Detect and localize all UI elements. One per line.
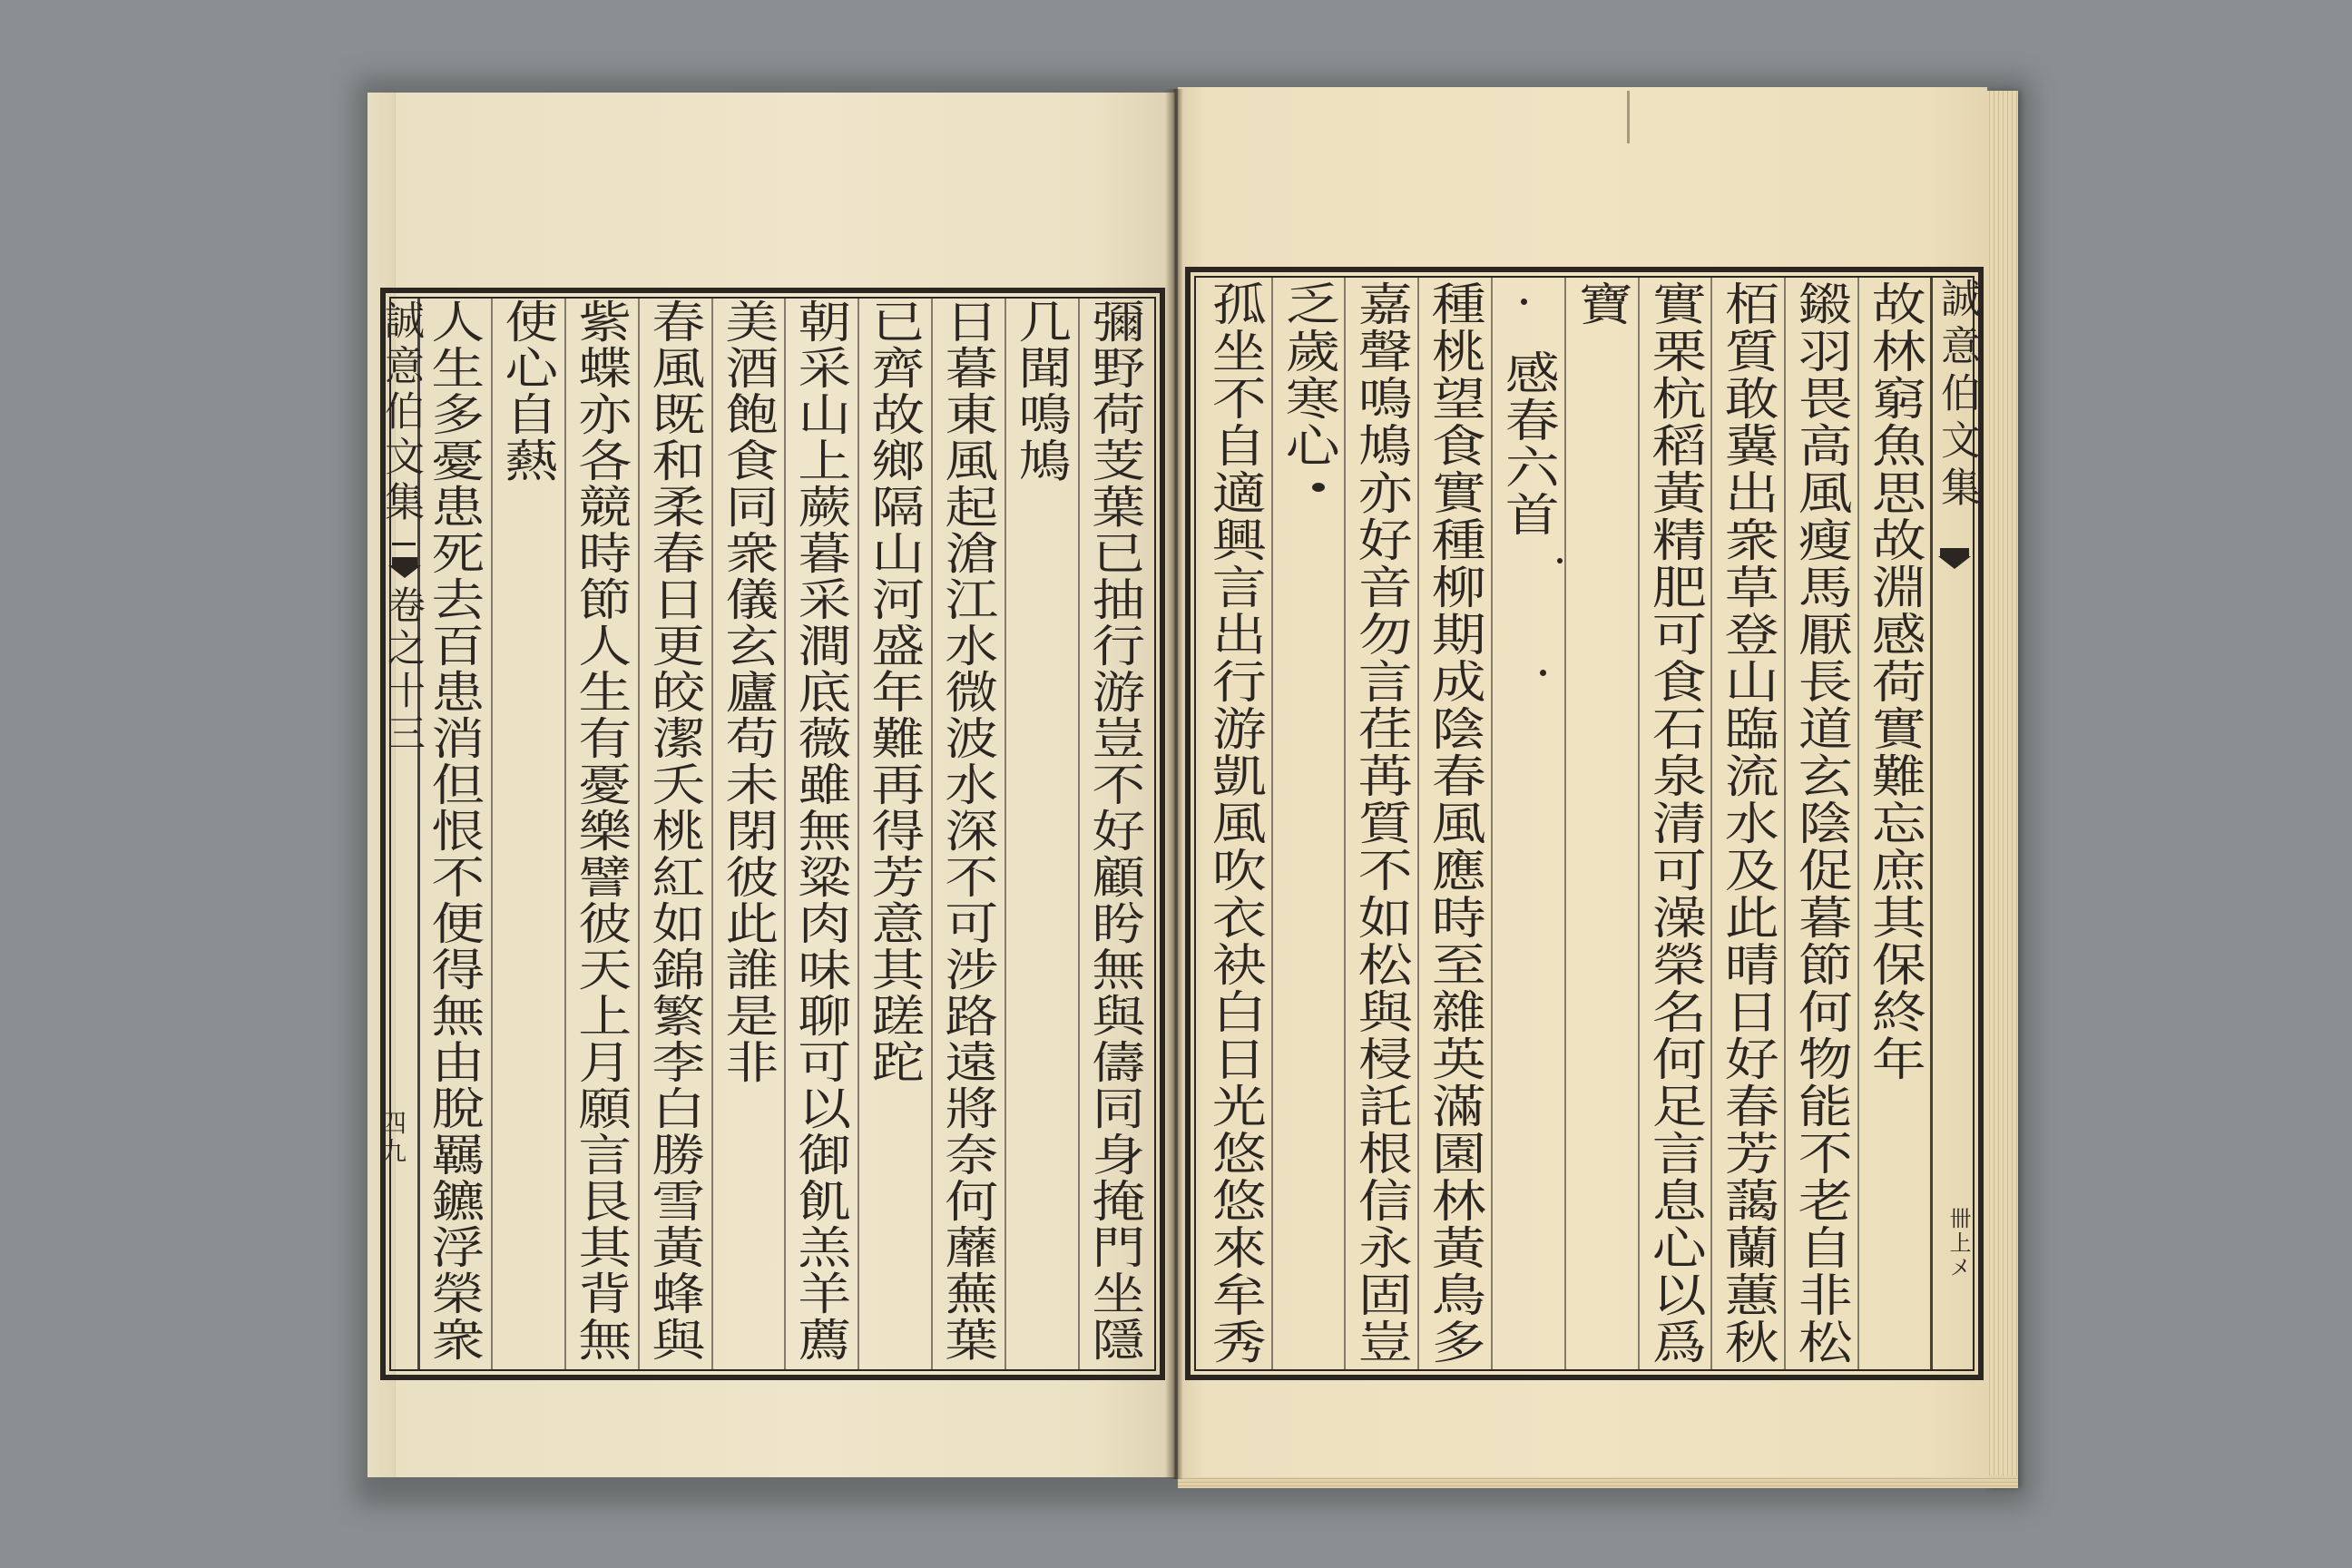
- text-column: 寶: [1570, 280, 1633, 328]
- text-column: 使心自爇: [496, 299, 559, 484]
- ink-dot: [1521, 299, 1527, 305]
- text-column: 日暮東風起滄江水微波水深不可涉路遠將奈何蘼蕪葉: [936, 299, 999, 1363]
- punctuation-mark: [1312, 483, 1325, 492]
- fishtail-mark: [1940, 548, 1969, 556]
- text-column: 實栗杭稻黃精肥可食石泉清可澡榮名何足言息心以爲: [1643, 280, 1707, 1366]
- text-column: 嘉聲鳴鳩亦好音勿言荏苒質不如松與梫託根信永固豈: [1349, 280, 1413, 1366]
- text-column: 種桃望食實種柳期成陰春風應時至雜英滿園林黃鳥多: [1423, 280, 1486, 1366]
- text-column: 孤坐不自適興言出行游凱風吹衣袂白日光悠悠來牟秀: [1203, 280, 1267, 1366]
- text-column: 鎩羽畏高風瘦馬厭長道玄陰促暮節何物能不老自非松: [1789, 280, 1853, 1366]
- text-column: 紫蝶亦各競時節人生有憂樂譬彼天上月願言艮其背無: [570, 299, 632, 1363]
- left-margin-book-title: 誠意伯文集: [377, 299, 424, 526]
- text-column: 已齊故鄉隔山河盛年難再得芳意其蹉跎: [863, 299, 926, 1085]
- right-margin-handwritten-note: 卌上メ: [1945, 1207, 1971, 1280]
- book-gutter: [1165, 89, 1183, 1479]
- text-column: 彌野荷芰葉已抽行游豈不好顧盻無與儔同身掩門坐隱: [1083, 299, 1146, 1363]
- right-margin-book-title: 誠意伯文集: [1934, 278, 1980, 514]
- fishtail-notch: [1938, 556, 1971, 569]
- text-column: 栢質敢冀出衆草登山臨流水及此晴日好春芳藹蘭蕙秋: [1716, 280, 1779, 1366]
- text-column: 几聞鳴鳩: [1010, 299, 1073, 484]
- text-column: 人生多憂患死去百患消但恨不便得無由脫羈鑣浮榮衆: [423, 299, 485, 1363]
- ink-dot: [1557, 558, 1563, 564]
- page-bottom-edge: [1178, 1475, 2018, 1488]
- text-column: 春風既和柔春日更皎潔夭桃紅如錦繁李白勝雪黃蜂與: [643, 299, 706, 1363]
- text-column: 故林窮魚思故淵感荷實難忘庶其保終年: [1863, 280, 1926, 1083]
- page-stack-edge: [1985, 91, 2018, 1488]
- poem-title-column: 感春六首: [1496, 349, 1560, 538]
- text-column: 乏歲寒心: [1277, 280, 1340, 469]
- left-margin-volume: 卷之十三: [382, 585, 426, 756]
- ink-dot: [1540, 670, 1546, 676]
- left-margin-leaf-number: 四九: [377, 1110, 407, 1166]
- text-column: 朝采山上蕨暮采澗底薇雖無粱肉味聊可以御飢羔羊薦: [789, 299, 852, 1363]
- paper-crease: [1627, 91, 1630, 143]
- text-column: 美酒飽食同衆儀玄廬苟未閉彼此誰是非: [717, 299, 779, 1085]
